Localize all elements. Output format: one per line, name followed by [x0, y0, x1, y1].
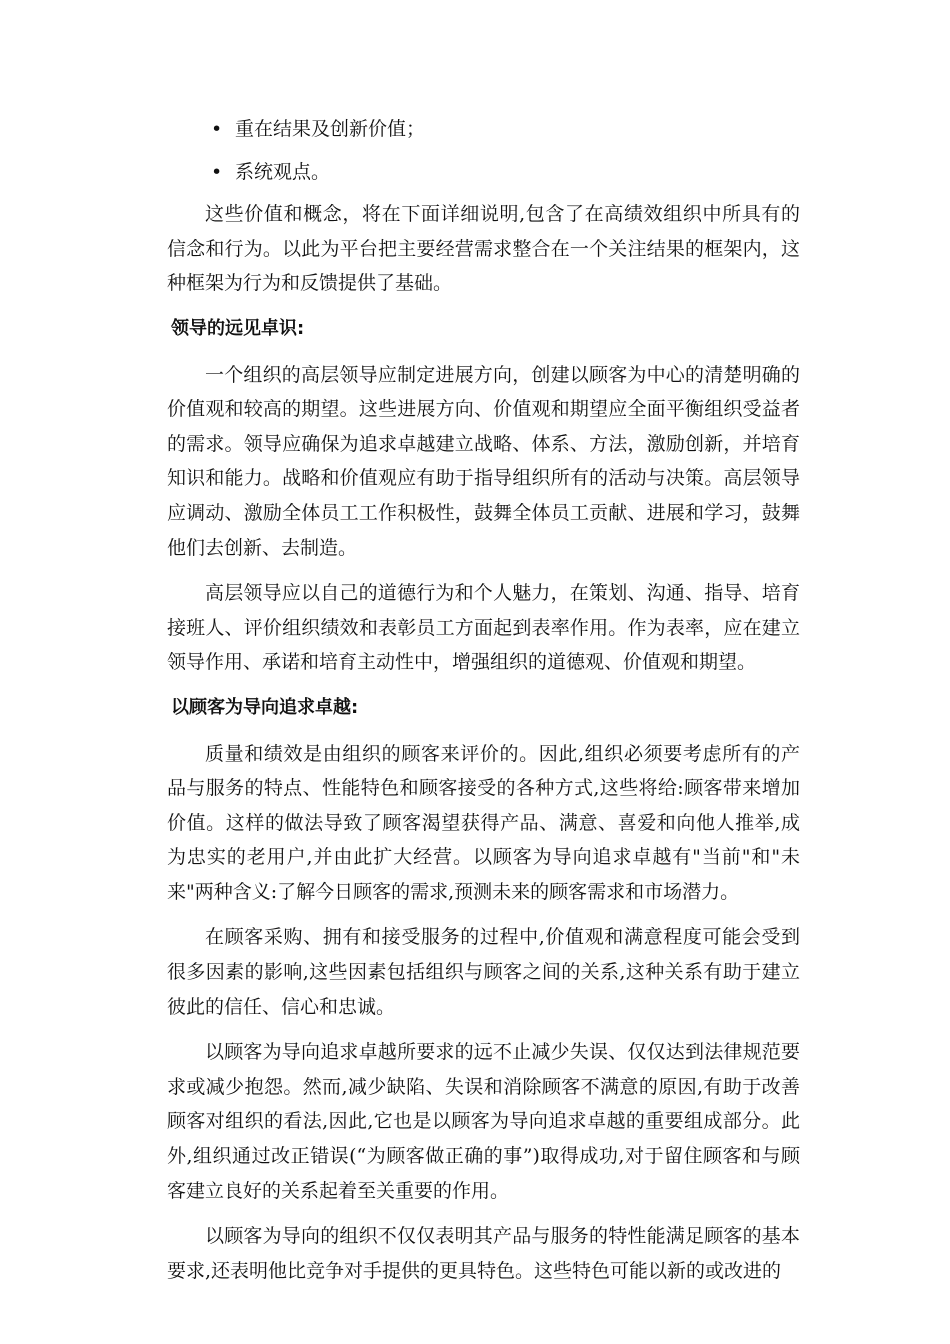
document-body [167, 112, 800, 1299]
customer-paragraph: 质量和绩效是由组织的顾客来评价的。因此,组织必须要考虑所有的产品与服务的特点、性能特色和顾客接受的各种方式,这些将给:顾客带来增加价值。这样的做法导致了顾客渴望获得产品、满意、喜爱和向他人推举,成为忠实的老用户,并由此扩大经营。以顾客为导向追求卓越有"当前"和"未来"两种含义:了解今日顾客的需求,预测未来的顾客需求和市场潜力。 [167, 742, 800, 903]
list-item [167, 155, 800, 190]
customer-paragraph: 以顾客为导向追求卓越所要求的远不止减少失误、仅仅达到法律规范要求或减少抱怨。然而,减少缺陷、失误和消除顾客不满意的原因,有助于改善顾客对组织的看法,因此,它也是以顾客为导向追求卓越的重要组成部分。此外,组织通过改正错误(“为顾客做正确的事”)取得成功,对于留住顾客和与顾客建立良好的关系起着至关重要的作用。 [167, 1041, 800, 1202]
bullet-text: 重在结果及创新价值； [235, 118, 426, 140]
bullet-list [167, 112, 800, 189]
bullet-text: 系统观点。 [235, 160, 331, 183]
bullet-icon: • [211, 160, 223, 183]
section-heading-customer: 以顾客为导向追求卓越: [171, 696, 359, 718]
list-item [167, 112, 800, 147]
intro-paragraph: 这些价值和概念，将在下面详细说明,包含了在高绩效组织中所具有的信念和行为。以此为平台把主要经营需求整合在一个关注结果的框架内，这种框架为行为和反馈提供了基础。 [167, 203, 800, 295]
bullet-icon: • [211, 118, 223, 140]
customer-paragraph: 在顾客采购、拥有和接受服务的过程中,价值观和满意程度可能会受到很多因素的影响,这些因素包括组织与顾客之间的关系,这种关系有助于建立彼此的信任、信心和忠诚。 [167, 926, 800, 1018]
section-heading-leadership: 领导的远见卓识: [171, 317, 305, 339]
leadership-paragraph: 高层领导应以自己的道德行为和个人魅力，在策划、沟通、指导、培育接班人、评价组织绩效和表彰员工方面起到表率作用。作为表率，应在建立领导作用、承诺和培育主动性中，增强组织的道德观、价值观和期望。 [167, 582, 800, 674]
leadership-paragraph: 一个组织的高层领导应制定进展方向，创建以顾客为中心的清楚明确的价值观和较高的期望。这些进展方向、价值观和期望应全面平衡组织受益者的需求。领导应确保为追求卓越建立战略、体系、方法，激励创新，并培育知识和能力。战略和价值观应有助于指导组织所有的活动与决策。高层领导应调动、激励全体员工工作积极性，鼓舞全体员工贡献、进展和学习，鼓舞他们去创新、去制造。 [167, 363, 800, 559]
customer-paragraph: 以顾客为导向的组织不仅仅表明其产品与服务的特性能满足顾客的基本要求,还表明他比竞争对手提供的更具特色。这些特色可能以新的或改进的 [167, 1225, 800, 1282]
